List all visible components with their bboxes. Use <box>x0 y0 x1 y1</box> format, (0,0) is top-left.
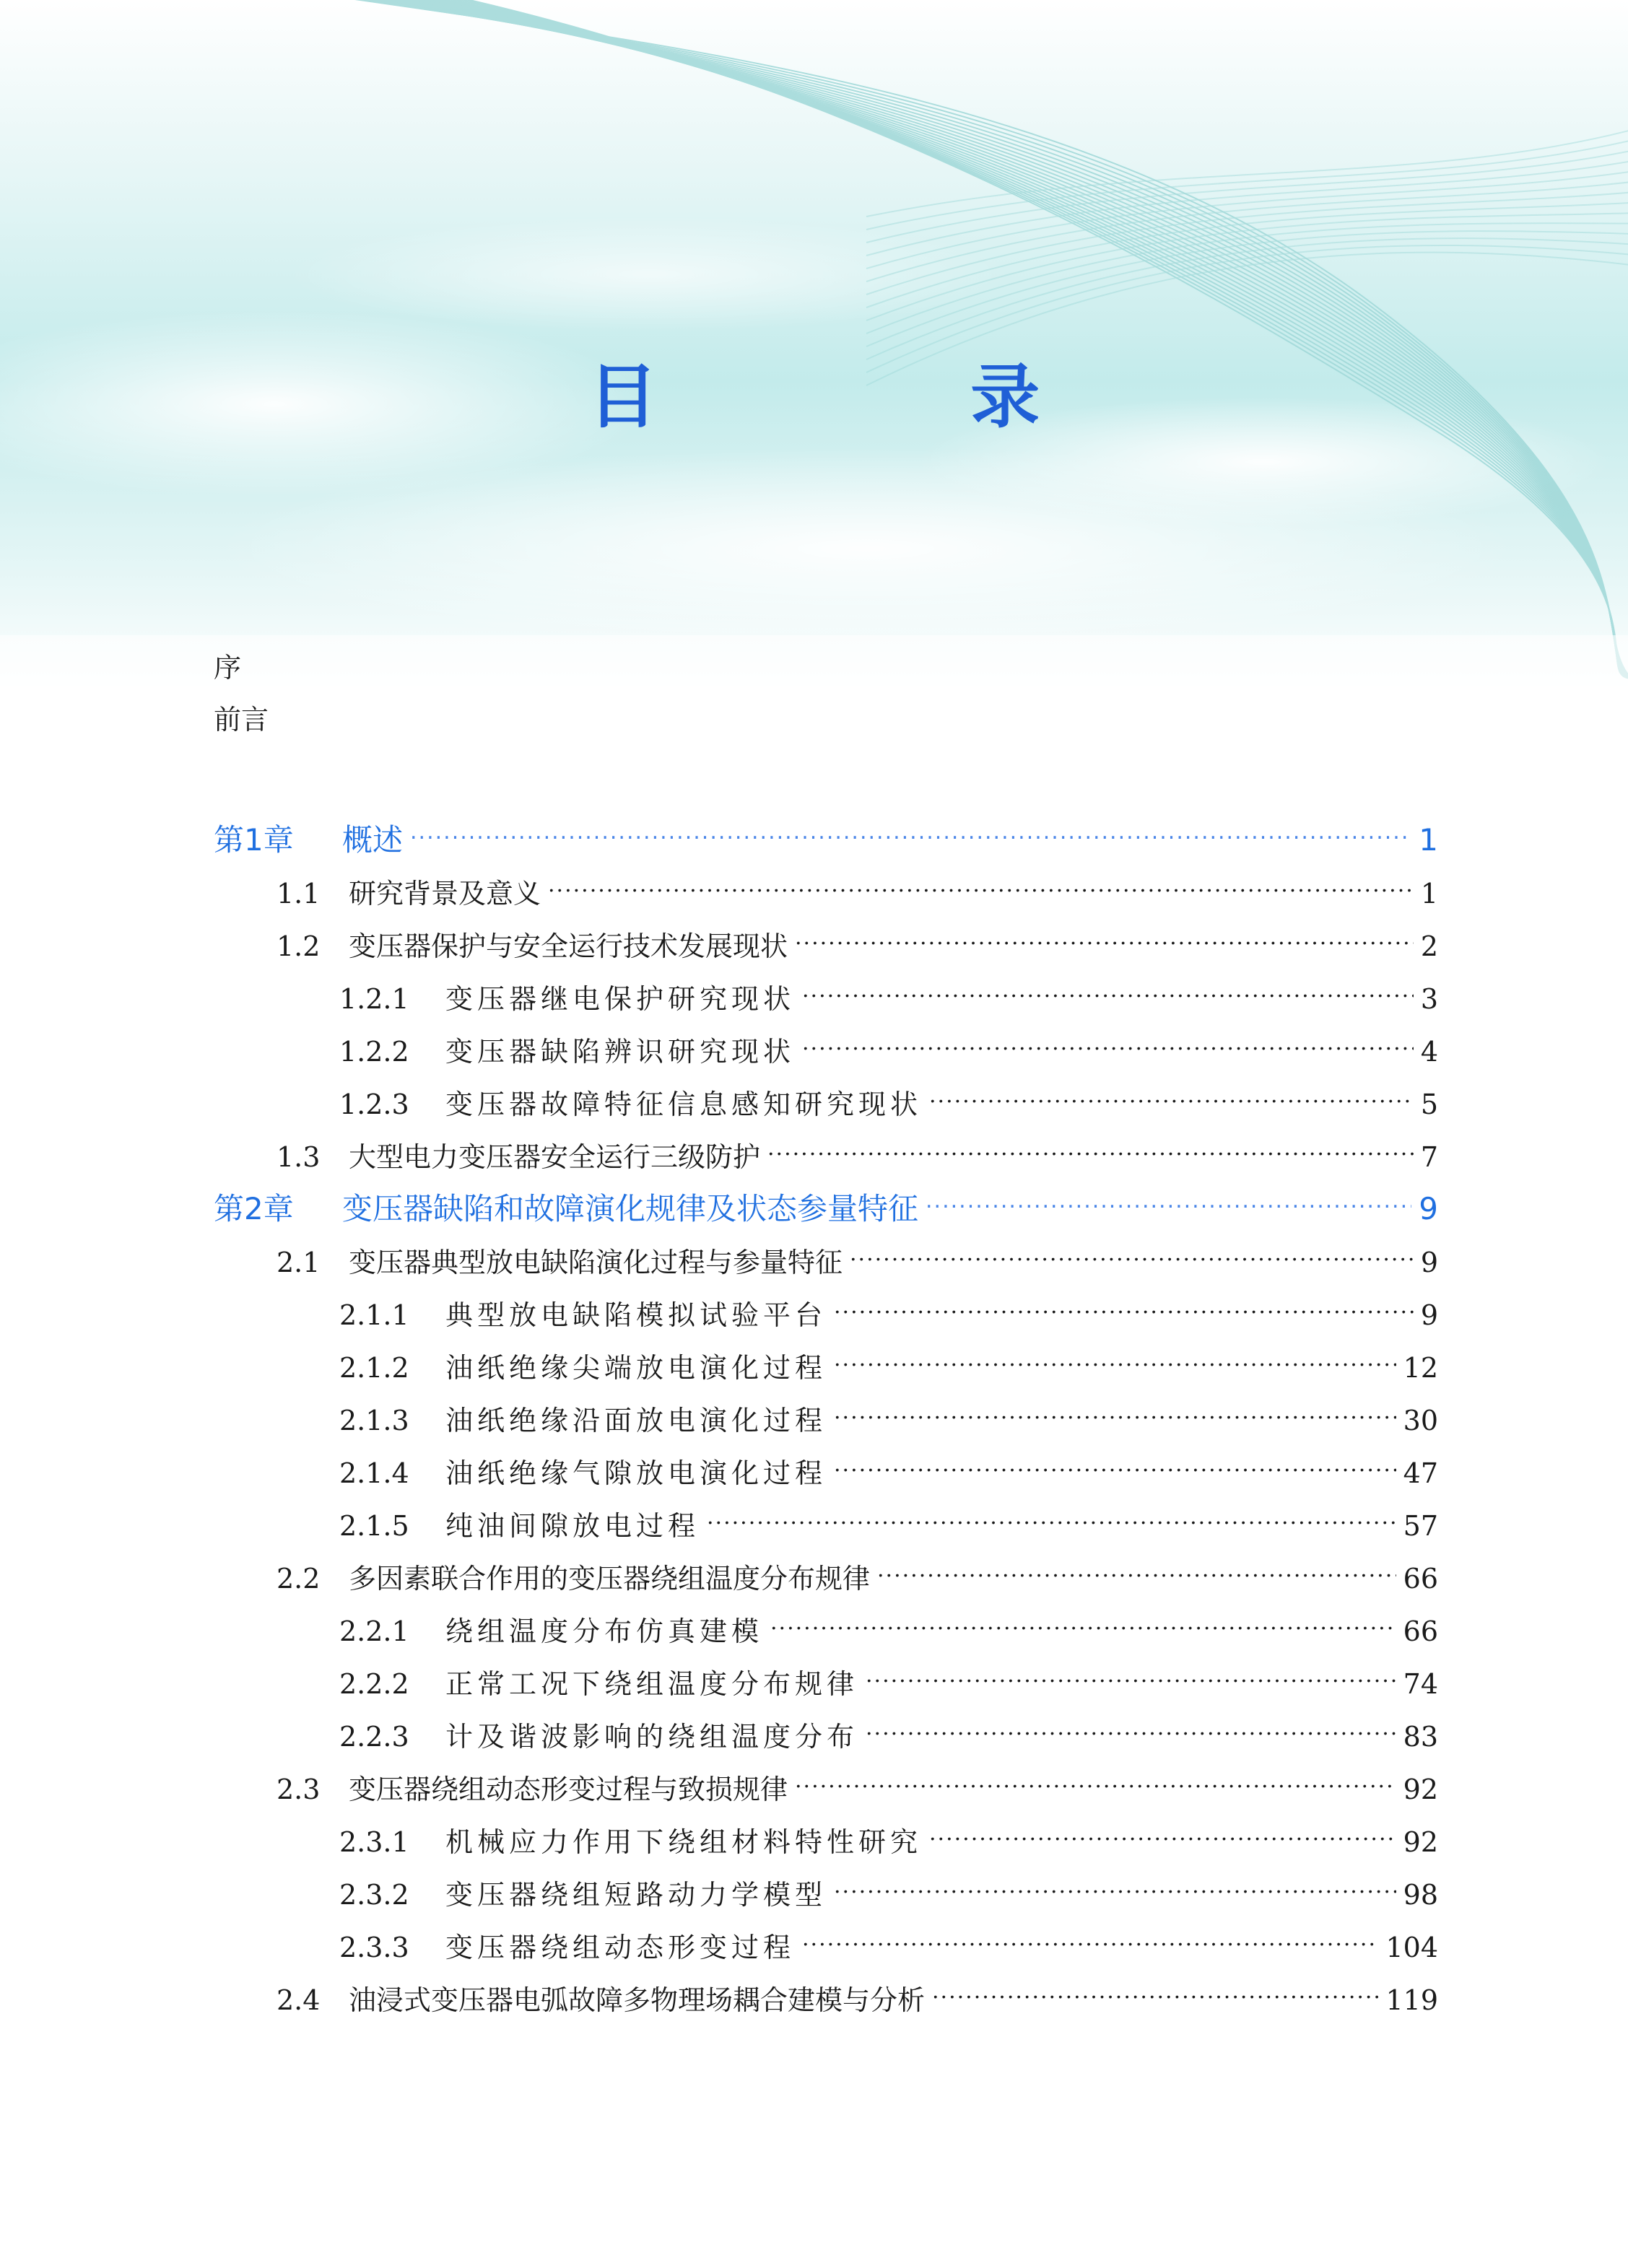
sky-wave-decoration <box>0 0 1628 693</box>
header-banner <box>0 0 1628 693</box>
toc-number: 2.3.3 <box>339 1932 409 1963</box>
toc-page-number: 66 <box>1403 1563 1438 1595</box>
toc-section[interactable] <box>277 1545 1438 1595</box>
toc-subsection[interactable] <box>339 1018 1438 1068</box>
toc-page-number: 47 <box>1403 1457 1438 1489</box>
toc-page-number: 12 <box>1403 1352 1438 1384</box>
dot-leader <box>795 912 1414 956</box>
toc-label: 计及谐波影响的绕组温度分布 <box>445 1721 859 1753</box>
toc-page-number: 1 <box>1420 878 1438 910</box>
toc-label: 大型电力变压器安全运行三级防护 <box>349 1141 761 1173</box>
toc-page-number: 66 <box>1403 1615 1438 1647</box>
toc-subsection[interactable] <box>339 1387 1438 1436</box>
toc-page-number: 98 <box>1403 1879 1438 1911</box>
toc-subsection[interactable] <box>339 1334 1438 1384</box>
dot-leader <box>795 1755 1396 1799</box>
toc-section[interactable] <box>277 912 1438 962</box>
toc-number: 1.1 <box>277 878 321 910</box>
toc-page-number: 74 <box>1403 1668 1438 1700</box>
toc-number: 2.1.3 <box>339 1405 409 1436</box>
toc-page-number: 57 <box>1403 1510 1438 1542</box>
dot-leader <box>834 1387 1396 1430</box>
toc-label: 变压器绕组动态形变过程 <box>445 1932 796 1963</box>
dot-leader <box>929 1808 1396 1852</box>
toc-subsection[interactable] <box>339 1861 1438 1911</box>
toc-number: 2.3.2 <box>339 1879 409 1911</box>
toc-number: 2.1.5 <box>339 1510 409 1542</box>
toc-number: 第1章 <box>214 822 294 858</box>
toc-label: 正常工况下绕组温度分布规律 <box>445 1668 859 1700</box>
toc-page-number: 83 <box>1403 1721 1438 1753</box>
toc-label: 概述 <box>342 822 404 858</box>
toc-label: 变压器故障特征信息感知研究现状 <box>445 1089 923 1120</box>
toc-subsection[interactable] <box>339 1439 1438 1489</box>
toc-label: 机械应力作用下绕组材料特性研究 <box>445 1826 923 1858</box>
toc-label: 油浸式变压器电弧故障多物理场耦合建模与分析 <box>349 1984 926 2016</box>
toc-label: 油纸绝缘气隙放电演化过程 <box>445 1457 827 1489</box>
toc-label: 油纸绝缘沿面放电演化过程 <box>445 1405 827 1436</box>
dot-leader <box>410 807 1411 850</box>
dot-leader <box>707 1492 1396 1535</box>
toc-subsection[interactable] <box>339 1808 1438 1858</box>
front-matter-preface[interactable]: 序 <box>214 652 242 684</box>
toc-page-number: 9 <box>1420 1299 1438 1331</box>
toc-section[interactable] <box>277 1229 1438 1278</box>
toc-number: 第2章 <box>214 1191 294 1226</box>
dot-leader <box>802 965 1414 1008</box>
toc-number: 2.2.3 <box>339 1721 409 1753</box>
toc-number: 2.2 <box>277 1563 321 1595</box>
toc-number: 2.1 <box>277 1247 321 1278</box>
toc-page-number: 9 <box>1420 1247 1438 1278</box>
toc-subsection[interactable] <box>339 1070 1438 1120</box>
toc-subsection[interactable] <box>339 1650 1438 1700</box>
dot-leader <box>834 1439 1396 1483</box>
toc-number: 1.2.3 <box>339 1089 409 1120</box>
toc-label: 研究背景及意义 <box>349 878 541 910</box>
toc-subsection[interactable] <box>339 1597 1438 1647</box>
front-matter-foreword[interactable]: 前言 <box>214 704 269 736</box>
toc-section[interactable] <box>277 1123 1438 1173</box>
toc-page-number: 4 <box>1420 1036 1438 1068</box>
dot-leader <box>770 1597 1396 1641</box>
toc-page-number: 1 <box>1419 822 1438 858</box>
toc-number: 2.1.2 <box>339 1352 409 1384</box>
toc-page-number: 92 <box>1403 1826 1438 1858</box>
dot-leader <box>866 1650 1396 1693</box>
toc-page-number: 30 <box>1403 1405 1438 1436</box>
toc-page-number: 119 <box>1385 1984 1438 2016</box>
dot-leader <box>866 1703 1396 1746</box>
toc-subsection[interactable] <box>339 965 1438 1015</box>
dot-leader <box>929 1070 1414 1114</box>
toc-label: 多因素联合作用的变压器绕组温度分布规律 <box>349 1563 871 1595</box>
toc-section[interactable] <box>277 1966 1438 2016</box>
toc-page-number: 5 <box>1420 1089 1438 1120</box>
toc-subsection[interactable] <box>339 1492 1438 1542</box>
toc-label: 变压器绕组动态形变过程与致损规律 <box>349 1774 788 1805</box>
toc-number: 2.3.1 <box>339 1826 409 1858</box>
dot-leader <box>834 1861 1396 1904</box>
toc-number: 1.3 <box>277 1141 321 1173</box>
dot-leader <box>834 1334 1396 1377</box>
dot-leader <box>548 860 1414 903</box>
toc-label: 变压器继电保护研究现状 <box>445 983 796 1015</box>
toc-page-number: 9 <box>1419 1191 1438 1226</box>
dot-leader <box>767 1123 1414 1166</box>
dot-leader <box>932 1966 1378 2010</box>
toc-label: 典型放电缺陷模拟试验平台 <box>445 1299 827 1331</box>
toc-label: 油纸绝缘尖端放电演化过程 <box>445 1352 827 1384</box>
toc-label: 变压器缺陷辨识研究现状 <box>445 1036 796 1068</box>
toc-chapter[interactable] <box>214 807 1438 858</box>
toc-number: 1.2.1 <box>339 983 409 1015</box>
dot-leader <box>834 1281 1414 1325</box>
toc-page-number: 7 <box>1420 1141 1438 1173</box>
toc-chapter[interactable] <box>214 1176 1438 1226</box>
page-title: 目 录 <box>588 357 1185 437</box>
toc-number: 2.3 <box>277 1774 321 1805</box>
toc-number: 2.2.1 <box>339 1615 409 1647</box>
dot-leader <box>802 1018 1414 1061</box>
toc-page-number: 3 <box>1420 983 1438 1015</box>
toc-section[interactable] <box>277 860 1438 910</box>
toc-number: 2.1.4 <box>339 1457 409 1489</box>
toc-subsection[interactable] <box>339 1914 1438 1963</box>
dot-leader <box>926 1176 1411 1219</box>
toc-number: 1.2 <box>277 930 321 962</box>
toc-label: 绕组温度分布仿真建模 <box>445 1615 764 1647</box>
dot-leader <box>802 1914 1378 1957</box>
toc-number: 2.4 <box>277 1984 321 2016</box>
toc-number: 2.1.1 <box>339 1299 409 1331</box>
toc-page-number: 104 <box>1385 1932 1438 1963</box>
toc-number: 1.2.2 <box>339 1036 409 1068</box>
dot-leader <box>850 1229 1414 1272</box>
dot-leader <box>877 1545 1396 1588</box>
toc-label: 纯油间隙放电过程 <box>445 1510 700 1542</box>
toc-label: 变压器典型放电缺陷演化过程与参量特征 <box>349 1247 843 1278</box>
toc-page-number: 92 <box>1403 1774 1438 1805</box>
toc-subsection[interactable] <box>339 1281 1438 1331</box>
toc-section[interactable] <box>277 1755 1438 1805</box>
toc-label: 变压器保护与安全运行技术发展现状 <box>349 930 788 962</box>
toc-subsection[interactable] <box>339 1703 1438 1753</box>
toc-label: 变压器绕组短路动力学模型 <box>445 1879 827 1911</box>
toc-page-number: 2 <box>1420 930 1438 962</box>
toc-number: 2.2.2 <box>339 1668 409 1700</box>
toc-label: 变压器缺陷和故障演化规律及状态参量特征 <box>342 1191 919 1226</box>
